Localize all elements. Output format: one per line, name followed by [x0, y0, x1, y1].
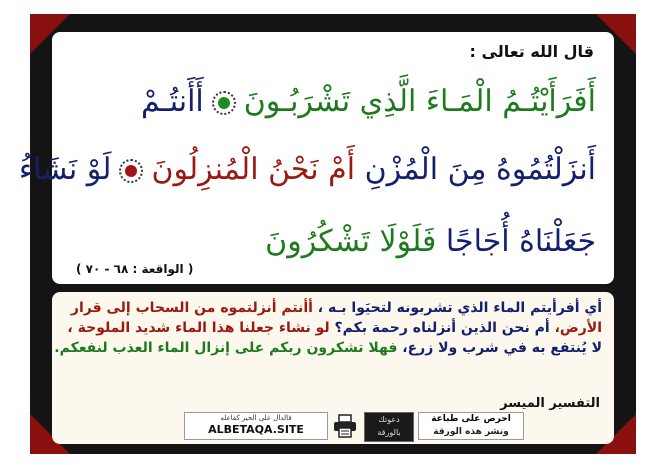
verse-line-2-part-1: أَنزَلْتُمُوهُ مِنَ الْمُزْنِ — [364, 152, 596, 187]
logo-text-1: دعوتك — [378, 415, 400, 424]
site-url[interactable]: ALBETAQA.SITE — [208, 423, 304, 436]
tafsir-line-1 — [62, 298, 602, 318]
verse-line-3 — [265, 222, 596, 262]
verse-line-1-part-1: أَفَرَأَيْتُـمُ الْمَـاءَ الَّذِي تَشْرَبُـونَ — [243, 84, 596, 119]
verse-panel — [18, 32, 614, 284]
print-message — [418, 412, 524, 440]
verse-end-green-icon — [212, 91, 236, 115]
verse-end-red-icon — [119, 159, 143, 183]
verse-line-2-part-2: أَمْ نَحْنُ الْمُنزِلُونَ — [151, 152, 356, 187]
tafsir-line-3-part-1: لا يُنتفع به في شرب ولا زرع، — [402, 340, 602, 356]
site-badge[interactable] — [184, 412, 328, 440]
footer-bar — [138, 412, 532, 442]
tafsir-line-3-part-2: فهلا تشكرون ربكم على إنزال الماء العذب لنفعكم. — [54, 340, 403, 356]
dawa-logo — [364, 412, 414, 442]
verse-line-1 — [141, 82, 596, 122]
logo-text-2: بالورقة — [377, 428, 401, 437]
tafsir-line-2 — [62, 318, 602, 338]
verse-line-1-part-2: أَأَنتُـمْ — [140, 84, 204, 119]
tafsir-line-3 — [54, 338, 602, 358]
verse-intro: قال الله تعالى : — [469, 42, 594, 61]
tafsir-line-1-part-1: أي أفرأيتم الماء الذي تشربونه لتحيَوا بـه ، — [317, 300, 602, 316]
verse-line-2 — [19, 150, 596, 190]
tafsir-source: التفسير الميسر — [500, 396, 600, 411]
tafsir-text — [54, 298, 602, 358]
printer-icon — [332, 414, 358, 438]
tafsir-line-2-part-1: الأرض، — [554, 320, 602, 336]
site-slogan: فالدال على الخير كفاعله — [220, 414, 292, 422]
print-message-line-1: احرص على طباعة — [431, 414, 511, 424]
verse-reference: ( الواقعة : ٦٨ - ٧٠ ) — [76, 262, 194, 276]
tafsir-line-2-part-2: أم نحن الذين أنزلناه رحمة بكم؟ — [334, 320, 555, 336]
verse-line-3-part-1: جَعَلْنَاهُ أُجَاجًا — [445, 224, 596, 259]
print-message-line-2: ونشر هذه الورقة — [433, 427, 509, 437]
verse-line-2-part-3: لَوْ نَشَاءُ — [18, 152, 112, 187]
verse-line-3-part-2: فَلَوْلَا تَشْكُرُونَ — [265, 224, 437, 259]
tafsir-line-1-part-2: أأنتم أنزلتموه من السحاب إلى قرار — [70, 300, 318, 316]
tafsir-line-2-part-3: لو نشاء جعلنا هذا الماء شديد الملوحة ، — [67, 320, 335, 336]
